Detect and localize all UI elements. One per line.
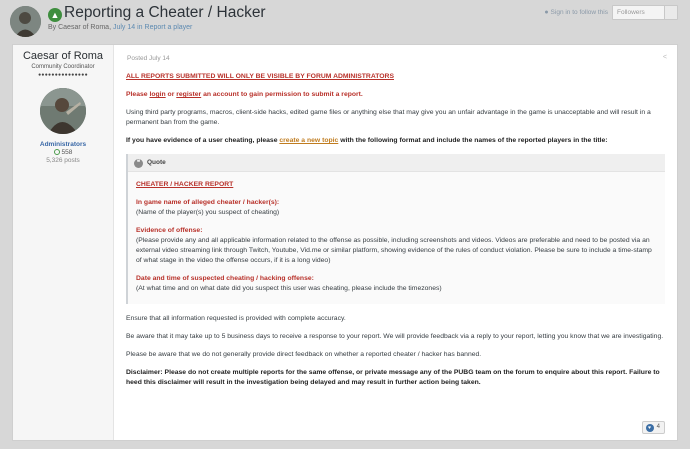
- author-avatar-small[interactable]: [10, 6, 41, 37]
- login-suffix: an account to gain permission to submit a report.: [201, 91, 363, 98]
- topic-header: [0, 0, 690, 44]
- post-body: [115, 45, 677, 440]
- accuracy-text: Ensure that all information requested is provided with complete accuracy.: [126, 315, 346, 322]
- author-panel: [13, 45, 114, 440]
- q2-label: Evidence of offense:: [136, 227, 203, 234]
- create-topic-link[interactable]: create a new topic: [279, 137, 339, 144]
- like-icon: ♥: [646, 424, 654, 432]
- evidence-line: [126, 136, 665, 146]
- followers-label: Followers: [617, 9, 645, 16]
- login-or: or: [165, 91, 177, 98]
- quote-title: CHEATER / HACKER REPORT: [136, 181, 234, 188]
- q3-text: (At what time and on what date did you suspect this user was cheating, please include the timezones): [136, 285, 442, 292]
- bell-icon: ●: [544, 9, 549, 16]
- q1-text: (Name of the player(s) you suspect of cheating): [136, 209, 280, 216]
- meta-author[interactable]: By Caesar of Roma,: [48, 24, 112, 31]
- topic-title: Reporting a Cheater / Hacker: [64, 4, 266, 21]
- followers-count-box: [664, 6, 677, 19]
- notice-text: ALL REPORTS SUBMITTED WILL ONLY BE VISIBLE BY FORUM ADMINISTRATORS: [126, 73, 394, 80]
- login-line: [126, 90, 665, 100]
- disclaimer-text: Disclaimer: Please do not create multiple reports for the same offense, or private message any of the PUBG team on the forum to enquire about this report. Failure to heed this disclaimer will result in the investigation being delayed and may result in further action being taken.: [126, 369, 660, 386]
- login-link[interactable]: login: [149, 91, 166, 98]
- follow-label: Sign in to follow this: [550, 9, 608, 16]
- reputation-value: 558: [61, 149, 73, 156]
- timing-text: Be aware that it may take up to 5 business days to receive a response to your report. We will provide feedback via a reply to your report, letting you know that we are investigating.: [126, 333, 664, 340]
- quote-box: [126, 154, 665, 304]
- author-group: Administrators: [39, 141, 87, 148]
- quote-icon: ❝: [134, 159, 143, 168]
- login-prefix: Please: [126, 91, 150, 98]
- author-name[interactable]: Caesar of Roma: [22, 50, 104, 62]
- quote-body: [128, 172, 665, 304]
- sign-in-to-follow-link[interactable]: [544, 9, 608, 16]
- no-feedback-text: Please be aware that we do not generally provide direct feedback on whether a reported cheater / hacker has banned.: [126, 351, 482, 358]
- post-content: [115, 72, 675, 396]
- policy-text: Using third party programs, macros, client-side hacks, edited game files or anything else that may give you an unfair advantage in the game is unacceptable and will result in a permanent ban from the game.: [126, 109, 651, 126]
- followers-button[interactable]: [612, 5, 678, 20]
- quote-label: Quote: [147, 159, 166, 166]
- q3-label: Date and time of suspected cheating / hacking offense:: [136, 275, 314, 282]
- author-photo[interactable]: [40, 88, 86, 134]
- reputation-icon: [54, 149, 60, 155]
- like-count: 4: [656, 424, 660, 430]
- evidence-prefix: If you have evidence of a user cheating, please: [126, 137, 280, 144]
- q1-label: In game name of alleged cheater / hacker(s):: [136, 199, 280, 206]
- meta-date[interactable]: July 14: [112, 24, 136, 31]
- author-rank-pips: ●●●●●●●●●●●●●●●: [38, 72, 88, 78]
- author-post-count: 5,326 posts: [46, 157, 80, 164]
- share-icon[interactable]: <: [662, 54, 667, 61]
- topic-meta: [48, 24, 192, 31]
- evidence-suffix: with the following format and include the names of the reported players in the title:: [338, 137, 608, 144]
- post-card: [12, 44, 678, 441]
- author-role: Community Coordinator: [31, 64, 95, 70]
- q2-text: (Please provide any and all applicable information related to the offense as possible, including screenshots and videos. Videos are preferable and need to be posted via an external video streaming link through Twitch, Youtube, Vid.me or similar platform, showing evidence of the rules of conduct violation. Please be sure to include a time-stamp of what stage in the video the offense occurs, if it is a long video): [136, 237, 652, 264]
- pin-icon: ▲: [48, 8, 62, 22]
- register-link[interactable]: register: [176, 91, 202, 98]
- author-reputation: [13, 149, 113, 156]
- posted-date[interactable]: Posted July 14: [127, 55, 170, 62]
- quote-header: [128, 154, 665, 172]
- like-button[interactable]: [642, 421, 665, 434]
- meta-forum-link[interactable]: in Report a player: [137, 24, 193, 31]
